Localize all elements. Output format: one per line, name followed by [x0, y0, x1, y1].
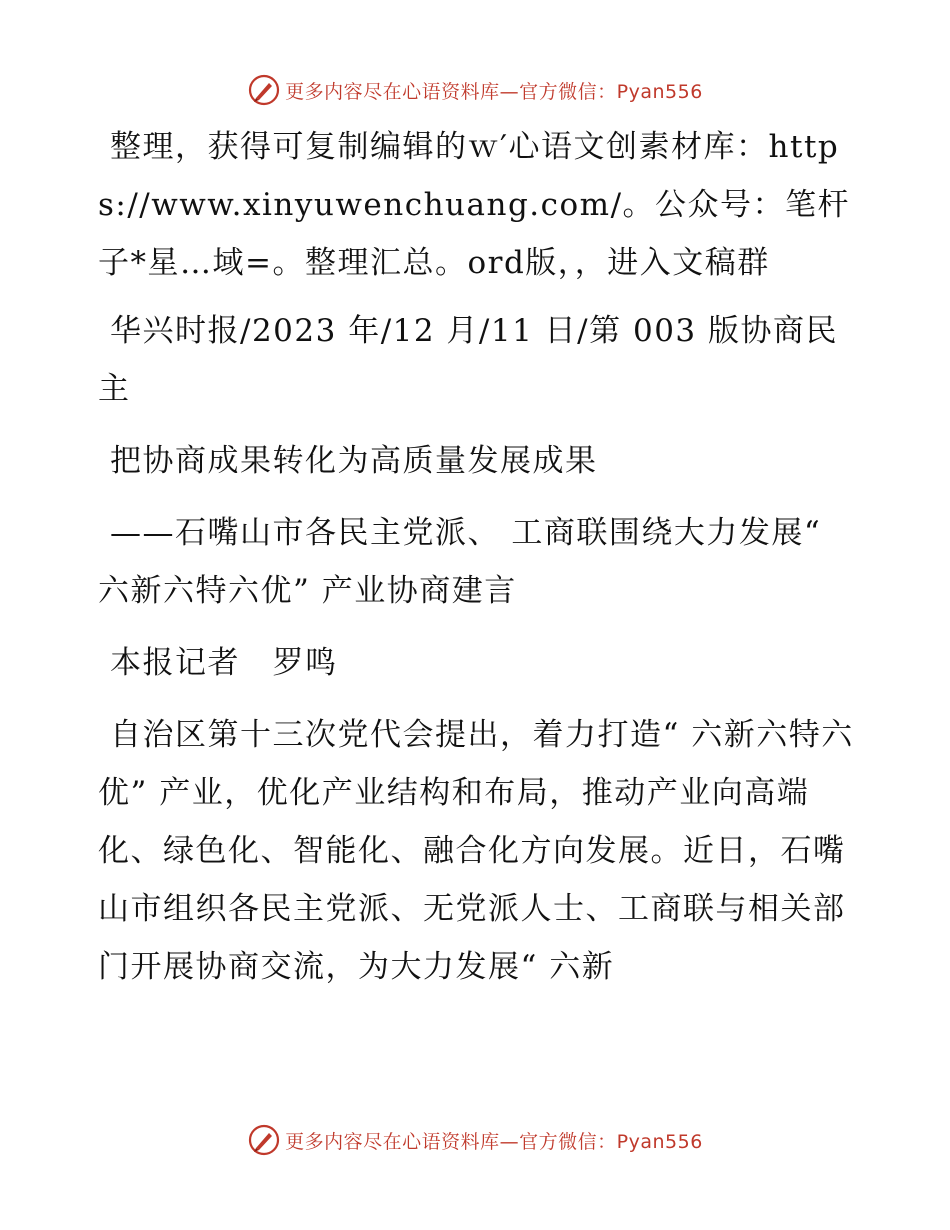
article-byline: 本报记者 罗鸣: [110, 645, 338, 681]
article-subtitle: ——石嘴山市各民主党派、 工商联围绕大力发展“ 六新六特六优” 产业协商建言: [98, 515, 833, 609]
document-body: [98, 118, 858, 1010]
watermark-header: [0, 70, 950, 110]
paragraph-intro: 整理，获得可复制编辑的ｗ′心语文创素材库：https://www.xinyuwenchuang.com/。公众号：笔杆子*星…域=。整理汇总。ord版，，进入文稿群: [98, 129, 851, 281]
pen-logo-icon: [247, 73, 281, 107]
paragraph-body: 自治区第十三次党代会提出，着力打造“ 六新六特六优” 产业，优化产业结构和布局，推动产业向高端化、绿色化、智能化、融合化方向发展。近日，石嘴山市组织各民主党派、无党派人士、工商联与相关部门开展协商交流，为大力发展“ 六新: [98, 717, 854, 985]
watermark-wechat-id: Pyan556: [616, 80, 703, 103]
watermark-text: 更多内容尽在心语资料库—官方微信：: [285, 80, 617, 103]
paragraph-source: 华兴时报/2023 年/12 月/11 日/第 003 版协商民主: [98, 313, 839, 407]
watermark-text: 更多内容尽在心语资料库—官方微信：: [285, 1130, 617, 1153]
watermark-wechat-id: Pyan556: [616, 1130, 703, 1153]
watermark-footer: [0, 1120, 950, 1160]
article-title: 把协商成果转化为高质量发展成果: [110, 443, 598, 479]
pen-logo-icon: [247, 1123, 281, 1157]
